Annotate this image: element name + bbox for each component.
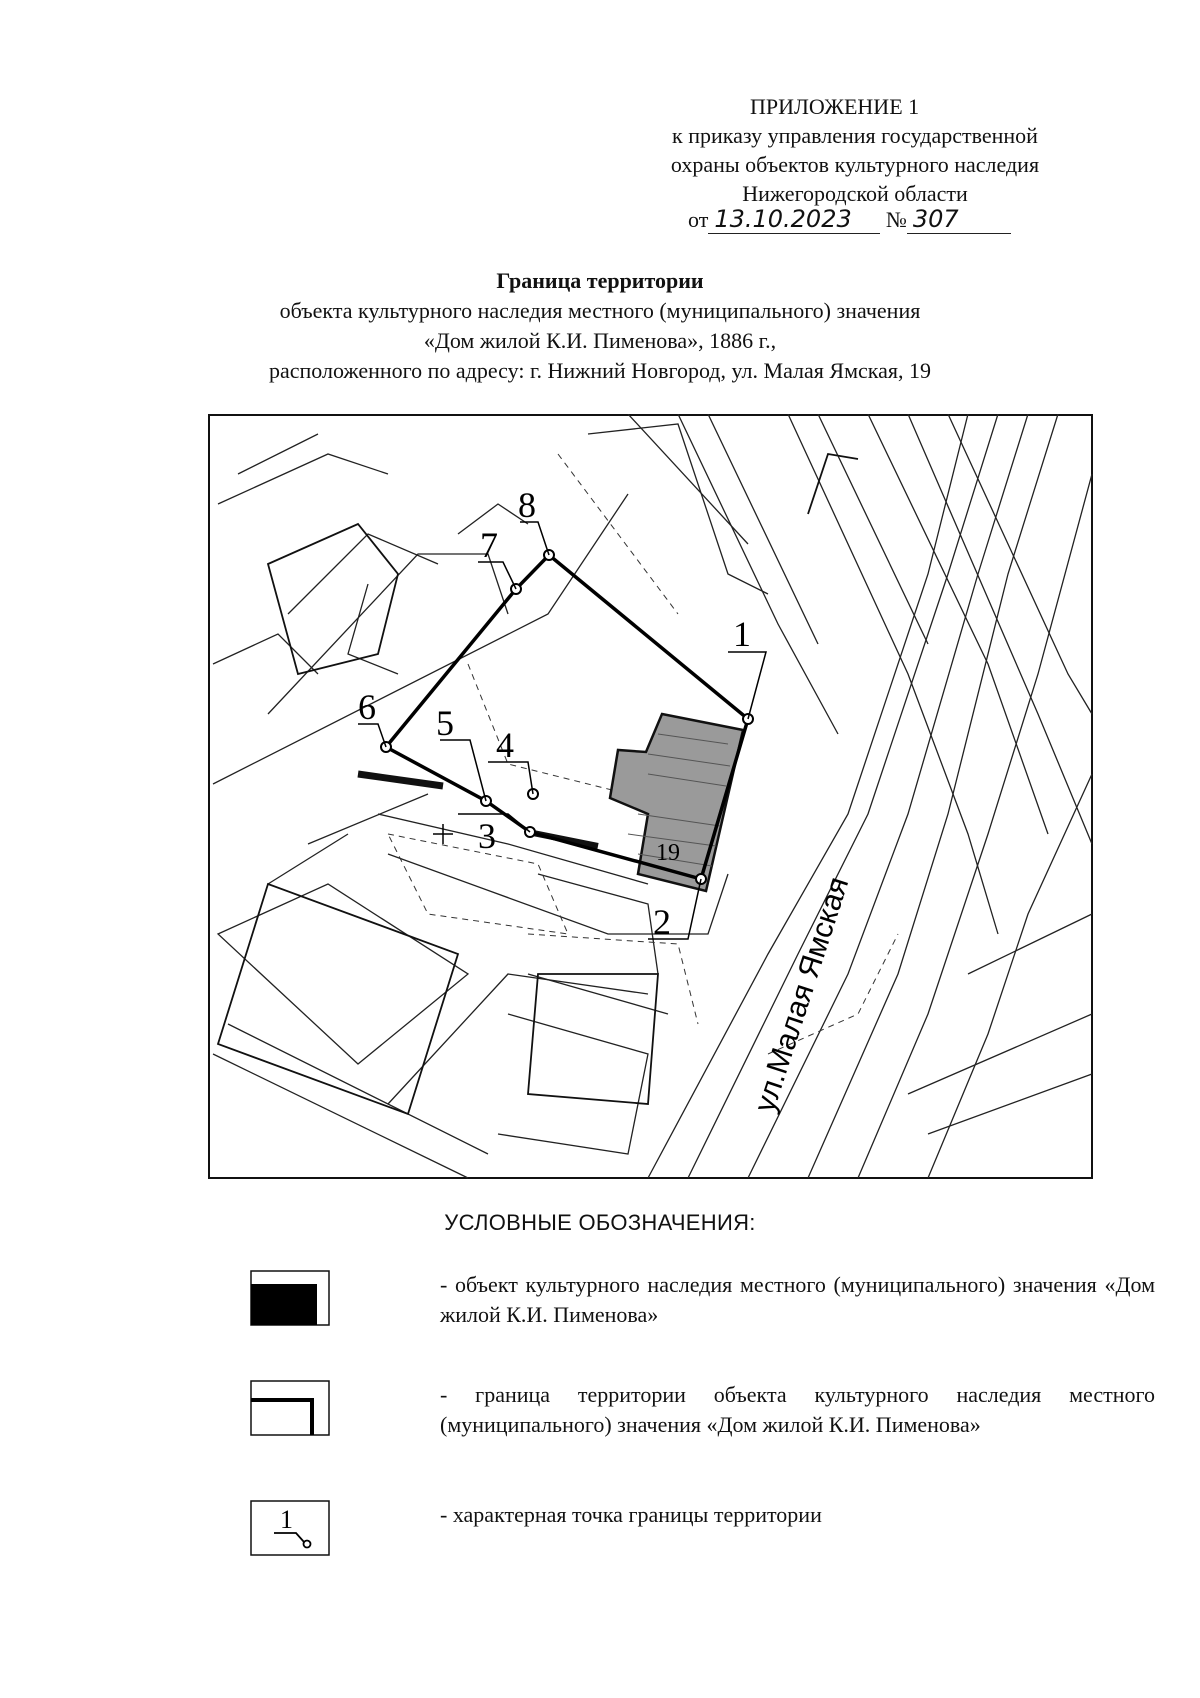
- heritage-object-symbol: [250, 1270, 330, 1326]
- point-label-4: 4: [496, 725, 514, 765]
- appendix-label: ПРИЛОЖЕНИЕ 1: [750, 94, 920, 119]
- point-label-1: 1: [733, 614, 751, 654]
- legend-item-3-text: - характерная точка границы территории: [440, 1502, 822, 1527]
- point-label-2: 2: [653, 902, 671, 942]
- appendix-line-2: охраны объектов культурного наследия: [670, 152, 1040, 177]
- point-label-6: 6: [358, 687, 376, 727]
- document-title: [240, 266, 960, 386]
- point-label-5: 5: [436, 703, 454, 743]
- title-line-2: «Дом жилой К.И. Пименова», 1886 г.,: [423, 328, 777, 353]
- appendix-block: [620, 92, 1090, 208]
- point-label-7: 7: [480, 525, 498, 565]
- territory-boundary-symbol: [250, 1380, 330, 1436]
- boundary-point-symbol-label: 1: [280, 1505, 293, 1534]
- number-label: №: [885, 207, 907, 232]
- title-heading: Граница территории: [496, 268, 704, 293]
- street-label: ул.Малая Ямская: [748, 872, 856, 1117]
- from-label: от: [688, 207, 709, 232]
- order-date-number: [688, 205, 1011, 234]
- title-line-3: расположенного по адресу: г. Нижний Новгород, ул. Малая Ямская, 19: [268, 358, 931, 383]
- legend-item-1-text: - объект культурного наследия местного (муниципального) значения «Дом жилой К.И. Пименова»: [440, 1272, 1155, 1327]
- order-number: 307: [907, 205, 1011, 234]
- appendix-line-3: Нижегородской области: [742, 181, 968, 206]
- legend-item-2-text: - граница территории объекта культурного наследия местного (муниципального) значения «Дом жилой К.И. Пименова»: [440, 1382, 1155, 1437]
- title-line-1: объекта культурного наследия местного (муниципального) значения: [279, 298, 921, 323]
- site-map: [208, 414, 1093, 1179]
- boundary-point-symbol: [250, 1500, 330, 1556]
- point-label-3: 3: [478, 816, 496, 856]
- order-date: 13.10.2023: [708, 205, 880, 234]
- point-label-8: 8: [518, 485, 536, 525]
- appendix-line-1: к приказу управления государственной: [672, 123, 1038, 148]
- house-number-label: 19: [656, 840, 680, 866]
- legend-title: УСЛОВНЫЕ ОБОЗНАЧЕНИЯ:: [444, 1210, 756, 1235]
